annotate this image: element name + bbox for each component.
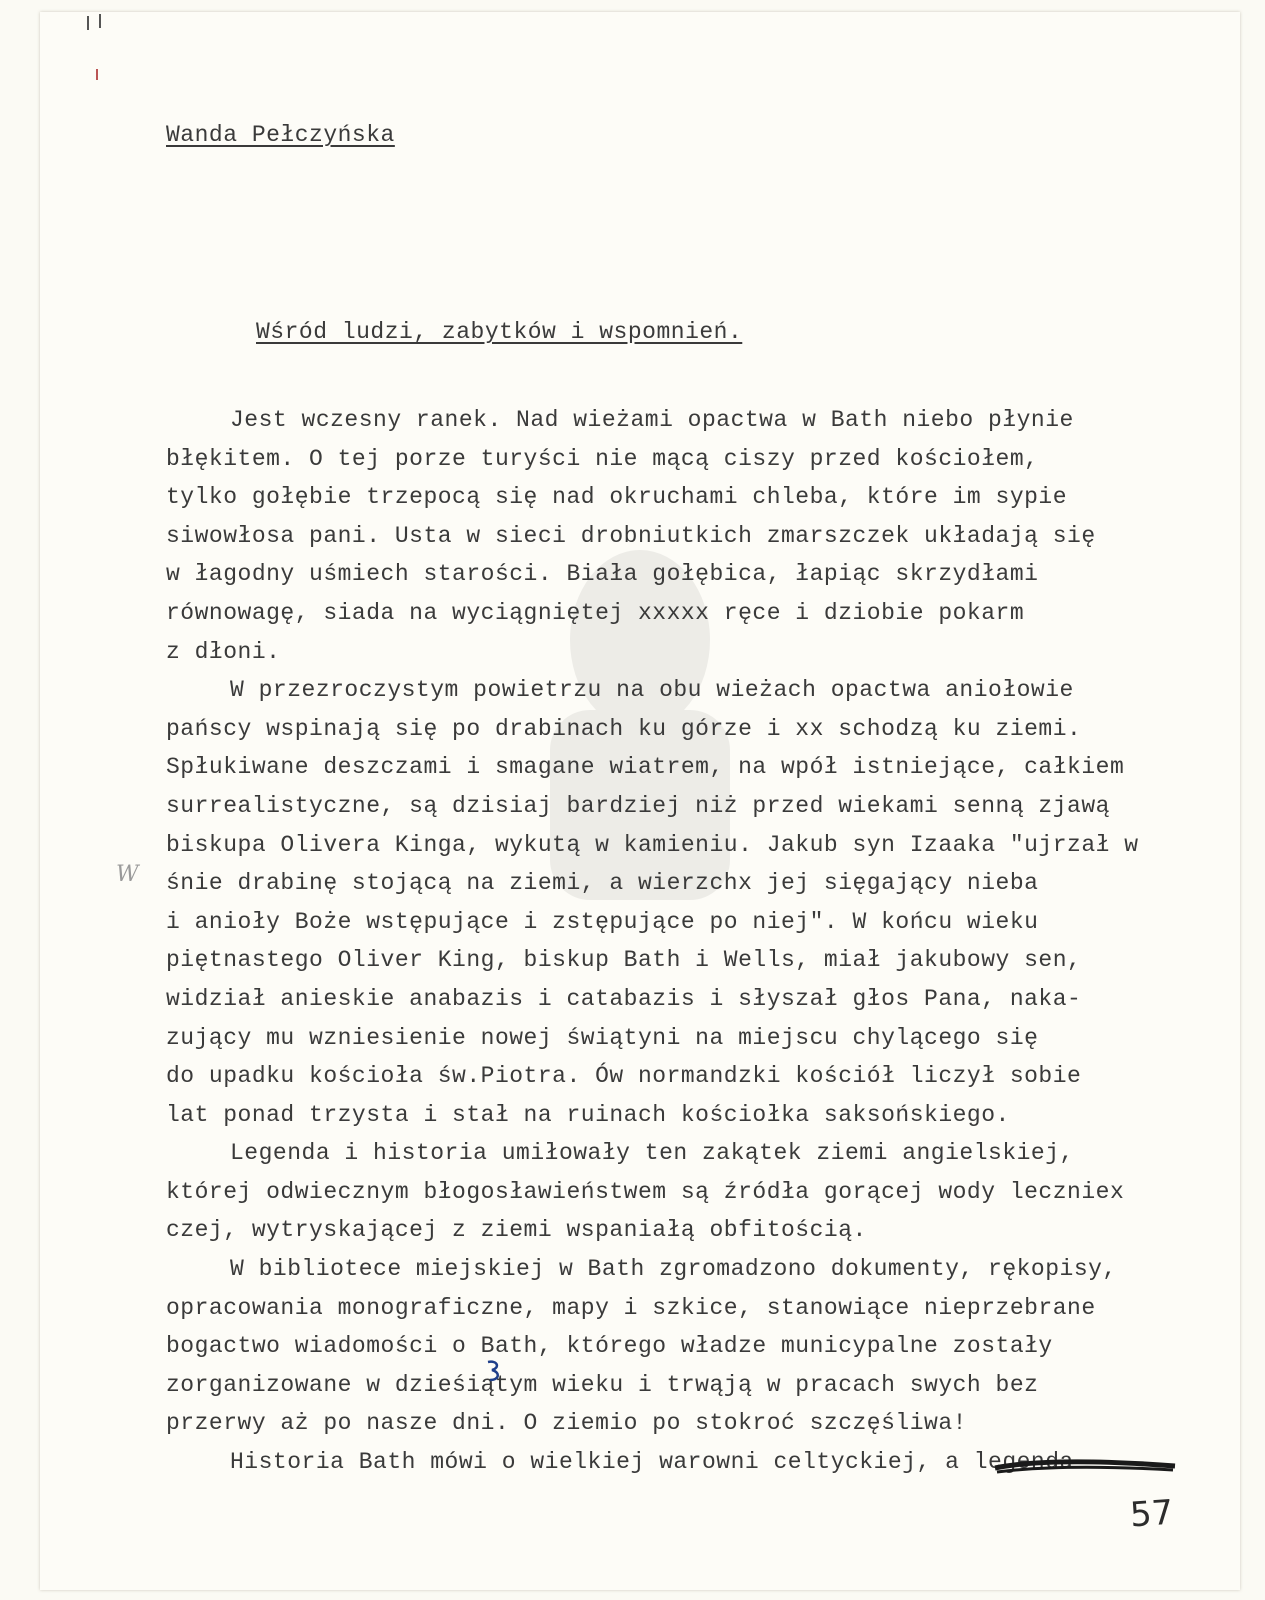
text-line: i anioły Boże wstępujące i zstępujące po niej". W końcu wieku	[166, 908, 1039, 935]
text-line: Legenda i historia umiłowały ten zakątek ziemi angielskiej,	[230, 1140, 1074, 1167]
page-number: 57	[1128, 1492, 1175, 1536]
text-line: bogactwo wiadomości o Bath, którego władze municypalne zostały	[166, 1333, 1053, 1360]
body-text	[166, 401, 1246, 1482]
text-line: W bibliotece miejskiej w Bath zgromadzono dokumenty, rękopisy,	[230, 1256, 1117, 1283]
author-name: Wanda Pełczyńska	[166, 122, 395, 148]
text-line: pańscy wspinają się po drabinach ku górze i xx schodzą ku ziemi.	[166, 715, 1082, 742]
text-line: do upadku kościoła św.Piotra. Ów normandzki kościół liczył sobie	[166, 1063, 1082, 1090]
document-title: Wśród ludzi, zabytków i wspomnień.	[256, 319, 743, 345]
text-line: opracowania monograficzne, mapy i szkice, stanowiące nieprzebrane	[166, 1294, 1096, 1321]
text-line: surrealistyczne, są dzisiaj bardziej niż przed wiekami senną zjawą	[166, 792, 1110, 819]
text-line: błękitem. O tej porze turyści nie mącą ciszy przed kościołem,	[166, 445, 1039, 472]
text-line: Jest wczesny ranek. Nad wieżami opactwa w Bath niebo płynie	[230, 407, 1074, 433]
text-line: równowagę, siada na wyciągniętej xxxxx ręce i dziobie pokarm	[166, 599, 1025, 626]
text-line: Historia Bath mówi o wielkiej warowni celtyckiej, a legenda	[230, 1449, 1074, 1476]
text-line: piętnastego Oliver King, biskup Bath i Wells, miał jakubowy sen,	[166, 947, 1082, 974]
handwritten-correction-mark	[484, 1358, 506, 1384]
text-line: w łagodny uśmiech starości. Biała gołębica, łapiąc skrzydłami	[166, 561, 1039, 588]
margin-note: W	[116, 862, 139, 887]
text-line: tylko gołębie trzepocą się nad okruchami chleba, które im sypie	[166, 484, 1068, 511]
text-line: której odwiecznym błogosławieństwem są źródła gorącej wody leczniex	[166, 1178, 1125, 1205]
text-line: biskupa Olivera Kinga, wykutą w kamieniu. Jakub syn Izaaka "ujrzał w	[166, 831, 1139, 858]
margin-tick-marks	[84, 14, 124, 84]
text-line: śnie drabinę stojącą na ziemi, a wierzchx jej sięgający nieba	[166, 870, 1039, 897]
text-line: W przezroczystym powietrzu na obu wieżach opactwa aniołowie	[230, 677, 1074, 704]
text-line: zujący mu wzniesienie nowej świątyni na miejscu chylącego się	[166, 1024, 1039, 1051]
text-line: lat ponad trzysta i stał na ruinach kościołka saksońskiego.	[166, 1101, 1010, 1128]
text-line: czej, wytryskającej z ziemi wspaniałą obfitością.	[166, 1217, 867, 1244]
text-line: przerwy aż po nasze dni. O ziemio po stokroć szczęśliwa!	[166, 1410, 967, 1437]
text-line: zorganizowane w dzieśiątym wieku i trwąją w pracach swych bez	[166, 1371, 1039, 1398]
text-line: Spłukiwane deszczami i smagane wiatrem, na wpół istniejące, całkiem	[166, 754, 1125, 781]
text-line: widział anieskie anabazis i catabazis i słyszał głos Pana, naka-	[166, 985, 1082, 1012]
text-line: z dłoni.	[166, 638, 281, 665]
text-line: siwowłosa pani. Usta w sieci drobniutkich zmarszczek układają się	[166, 522, 1096, 549]
pen-strikethrough	[985, 1452, 1185, 1482]
